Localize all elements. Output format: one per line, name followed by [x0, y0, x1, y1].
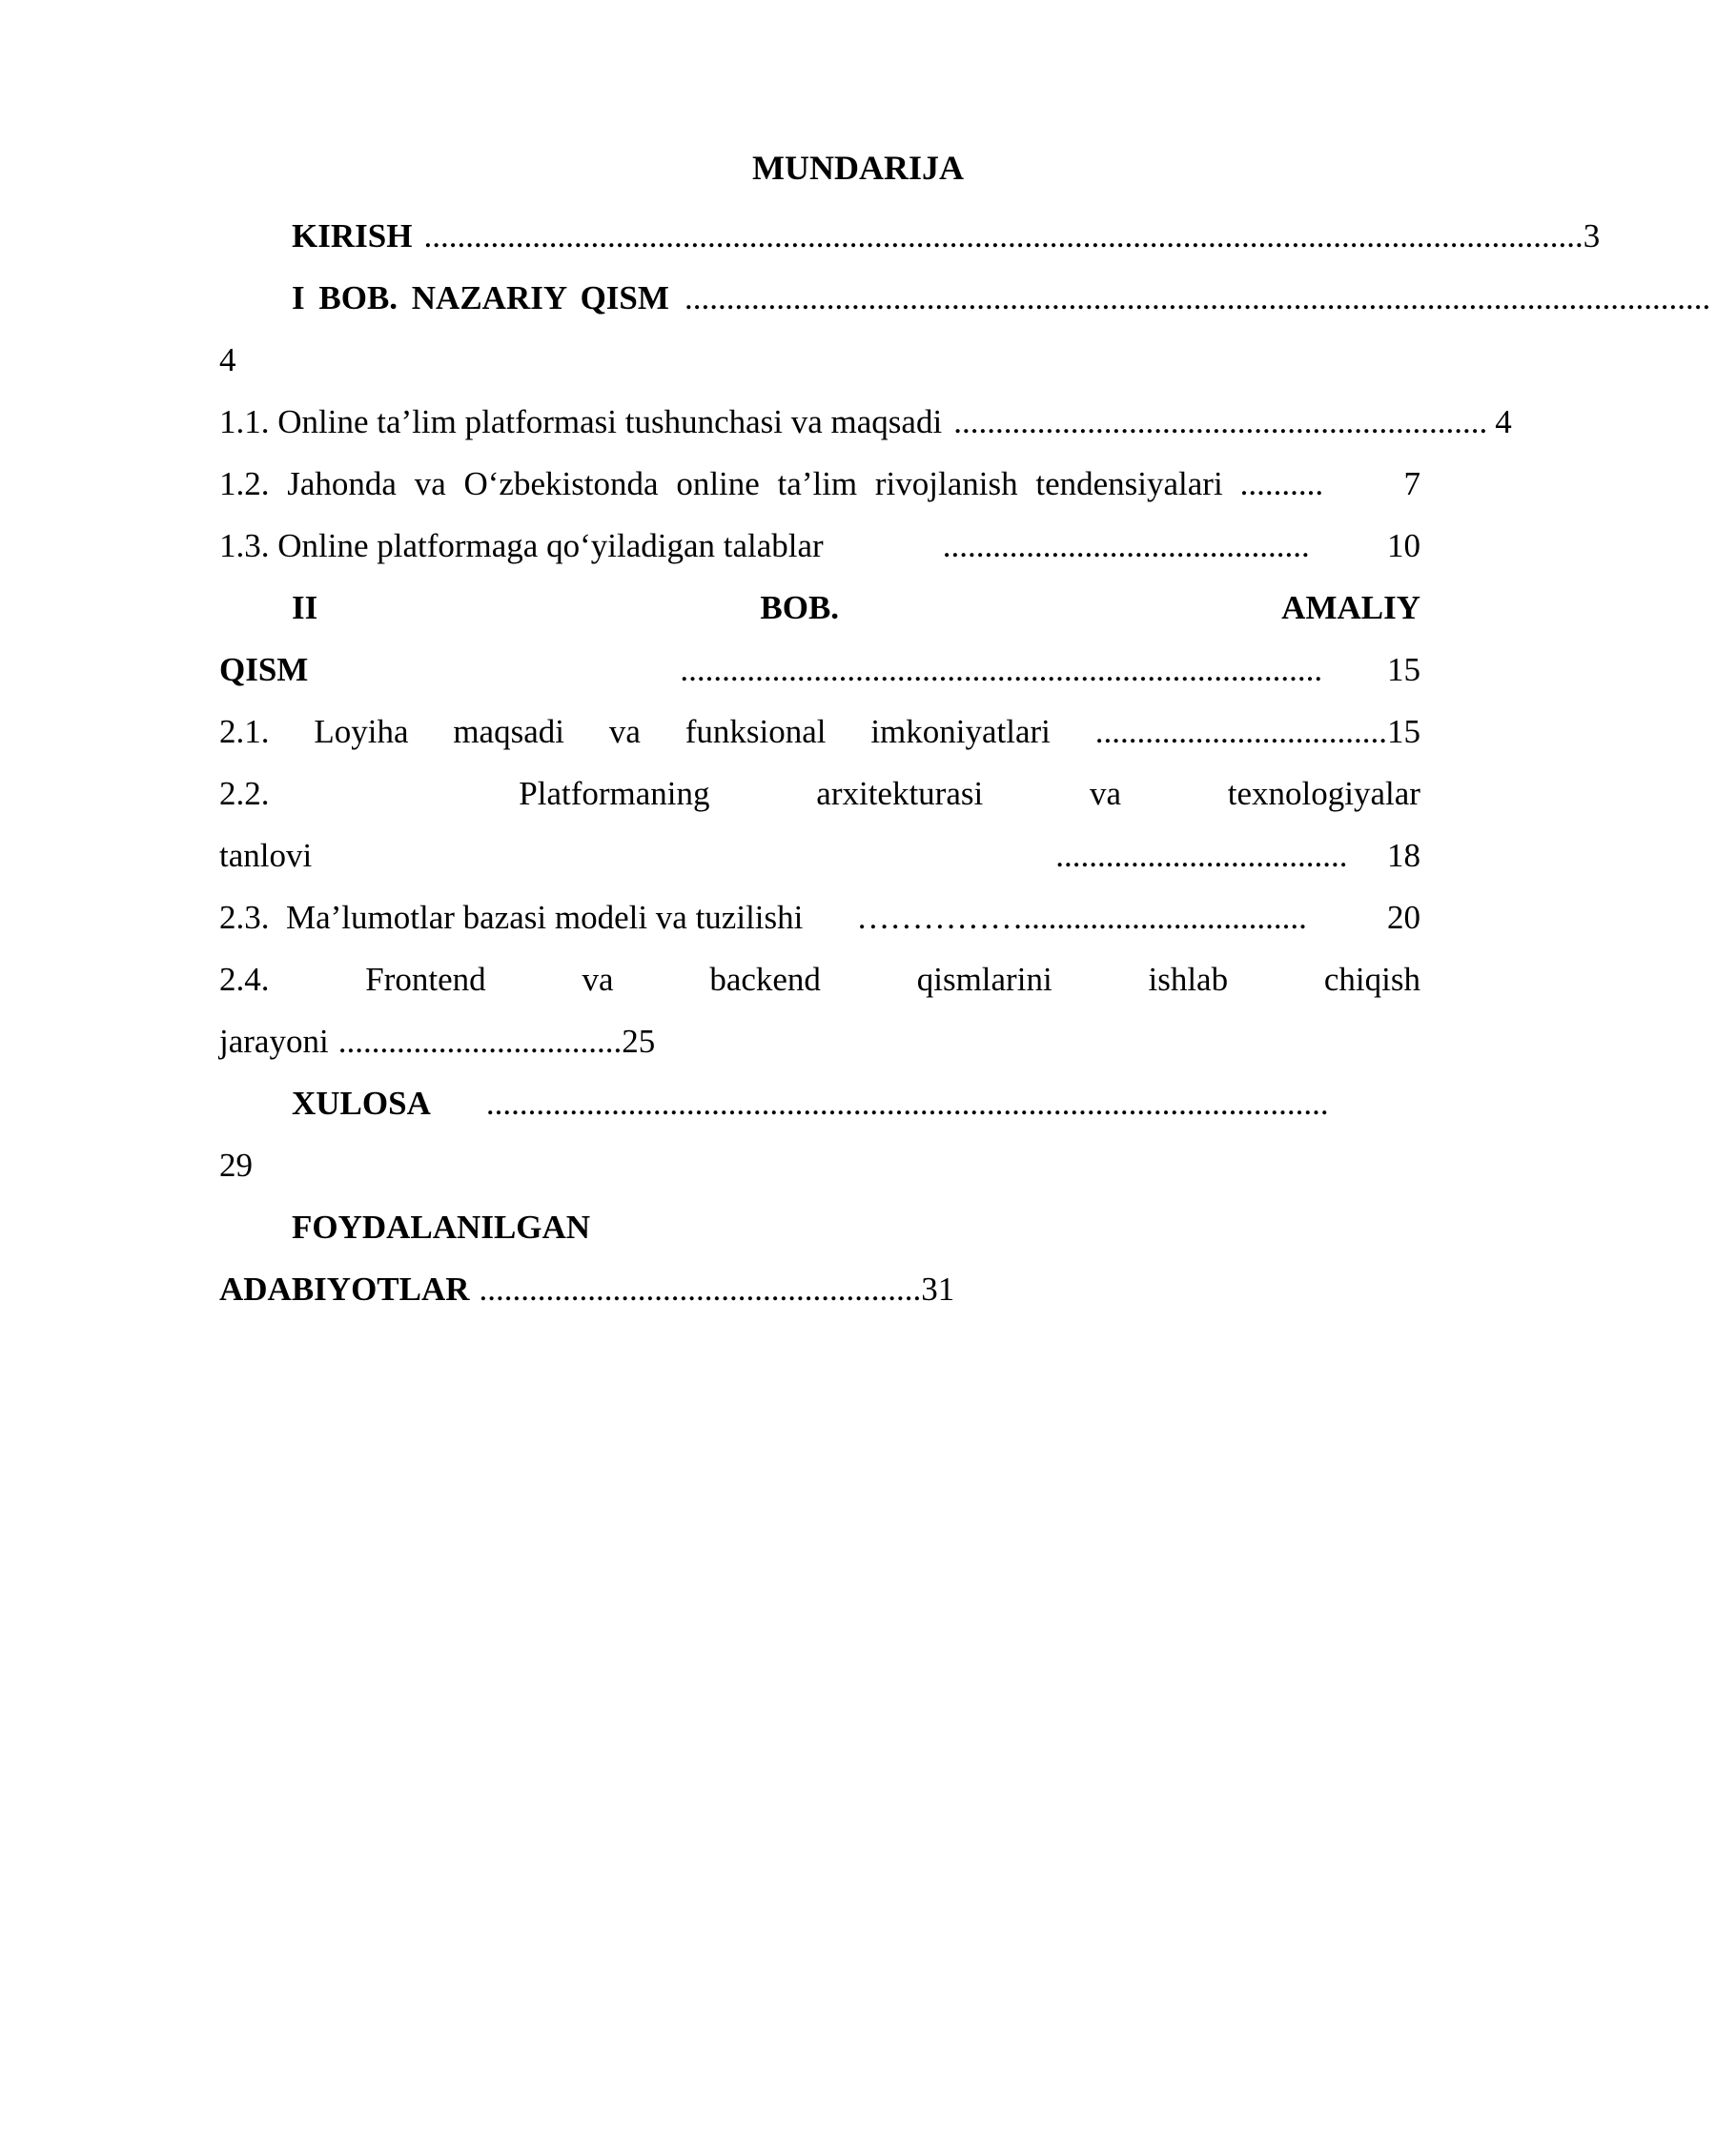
toc-entry-label-part: II	[292, 589, 318, 626]
toc-word: va	[1089, 775, 1122, 812]
toc-entry-2-2-page-line	[219, 824, 1420, 886]
toc-entry-label: XULOSA	[292, 1085, 431, 1122]
toc-word: jarayoni	[219, 1023, 329, 1060]
toc-leader-dots: ...........................................................................................................................	[684, 279, 1711, 316]
toc-page-number: 18	[1387, 837, 1420, 874]
toc-leader-dots: .....................................................................................................	[485, 1085, 1329, 1122]
toc-entry-1-3	[219, 515, 1420, 577]
toc-word: ishlab	[1148, 961, 1229, 998]
toc-entry-1-1	[219, 391, 1512, 453]
toc-entry-bob1-page-line	[219, 329, 1420, 391]
toc-word: 2.4.	[219, 961, 270, 998]
toc-word: backend	[709, 961, 821, 998]
toc-word: Platformaning	[519, 775, 710, 812]
toc-word: chiqish	[1323, 961, 1420, 998]
page-title: MUNDARIJA	[752, 149, 964, 187]
toc-leader-dots: ................................................................	[953, 403, 1488, 440]
toc-word: tanlovi	[219, 837, 313, 874]
toc-entry-label: 1.1. Online ta’lim platformasi tushunchasi va maqsadi	[219, 403, 943, 440]
toc-entry-bob1	[219, 267, 1711, 329]
toc-entry-label: I BOB. NAZARIY QISM	[292, 279, 669, 316]
toc-page-number: 15	[1386, 713, 1420, 750]
toc-page-number: 29	[219, 1147, 253, 1184]
toc-word: maqsadi	[453, 713, 564, 750]
toc-entry-2-4-page-line	[219, 1010, 1420, 1072]
toc-entry-label-part: QISM	[219, 651, 309, 688]
toc-word: 2.1.	[219, 713, 270, 750]
toc-entry-2-2	[219, 763, 1420, 824]
toc-leader-dots: ……………..................................	[856, 899, 1307, 936]
toc-entry-2-4	[219, 948, 1420, 1010]
toc-leader-dots: ............................................	[942, 527, 1310, 564]
toc-entry-label: 1.3. Online platformaga qo‘yiladigan talablar	[219, 527, 824, 564]
toc-entry-kirish	[219, 205, 1601, 267]
toc-leader-dots: ..........	[1239, 465, 1324, 502]
toc-entry-2-1	[219, 701, 1420, 763]
toc-entry-xulosa-page-line	[219, 1134, 1420, 1196]
toc-page-number: 31	[921, 1271, 955, 1308]
toc-leader-dots: ...........................................................................................................................................	[423, 217, 1583, 254]
toc-entry-bob2-page-line	[219, 639, 1420, 701]
toc-page-number: 4	[1495, 403, 1512, 440]
toc-page-number: 15	[1387, 651, 1420, 688]
toc-entry-label: 1.2. Jahonda va O‘zbekistonda online ta’lim rivojlanish tendensiyalari	[219, 465, 1223, 502]
toc-leader-dots: ..................................	[337, 1023, 623, 1060]
toc-entry-label-part: AMALIY	[1281, 589, 1420, 626]
table-of-contents	[219, 205, 1711, 1320]
toc-leader-dots: ...................................	[1055, 837, 1348, 874]
toc-word: Frontend	[365, 961, 486, 998]
toc-entry-label: ADABIYOTLAR	[219, 1271, 470, 1308]
toc-word: Loyiha	[314, 713, 409, 750]
toc-page-number: 25	[622, 1023, 656, 1060]
toc-entry-adabiyot	[219, 1196, 1420, 1258]
toc-entry-xulosa	[219, 1072, 1420, 1134]
toc-page-number: 4	[219, 341, 236, 378]
toc-page-number: 20	[1387, 899, 1420, 936]
toc-page-number: 3	[1583, 217, 1601, 254]
toc-word: imkoniyatlari	[870, 713, 1051, 750]
toc-entry-adabiyot-page-line	[219, 1258, 1420, 1320]
toc-entry-label-part: BOB.	[760, 589, 840, 626]
toc-page-number: 10	[1387, 527, 1420, 564]
toc-entry-label: KIRISH	[292, 217, 413, 254]
toc-word: funksional	[684, 713, 827, 750]
toc-entry-2-3	[219, 886, 1420, 948]
toc-leader-dots: .....................................................	[479, 1271, 922, 1308]
toc-word: texnologiyalar	[1227, 775, 1420, 812]
toc-word: qismlarini	[916, 961, 1052, 998]
toc-page-number: 7	[1403, 465, 1420, 502]
toc-leader-dots: ...................................	[1094, 713, 1387, 750]
toc-word: arxitekturasi	[816, 775, 984, 812]
toc-entry-label: 2.3. Ma’lumotlar bazasi modeli va tuzilishi	[219, 899, 804, 936]
toc-entry-1-2	[219, 453, 1420, 515]
toc-word: va	[582, 961, 614, 998]
toc-word: va	[608, 713, 641, 750]
toc-entry-bob2	[219, 577, 1420, 639]
toc-leader-dots: .............................................................................	[680, 651, 1323, 688]
toc-leader-with-page	[1095, 701, 1420, 763]
toc-entry-label: FOYDALANILGAN	[292, 1209, 591, 1246]
toc-word: 2.2.	[219, 775, 270, 812]
